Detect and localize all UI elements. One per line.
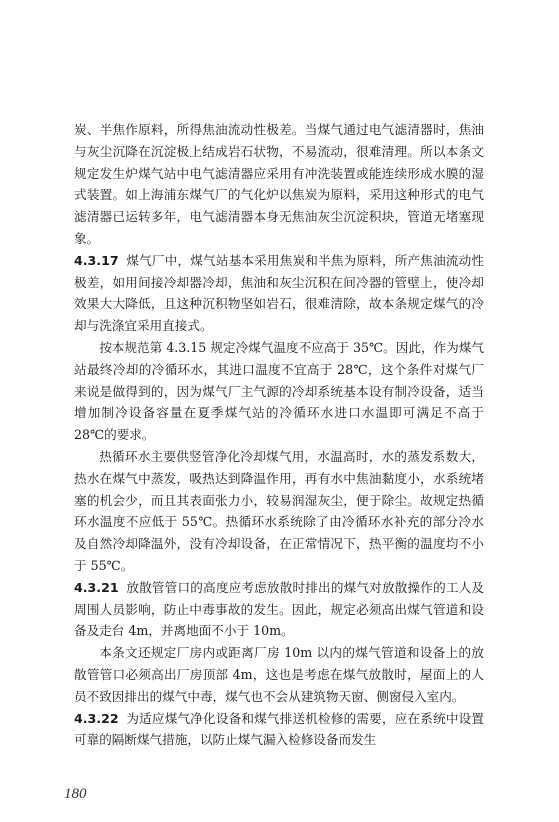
clause-text: 放散管管口的高度应考虑放散时排出的煤气对放散操作的工人及周围人员影响，防止中毒事故的发生。因此，规定必须高出煤气管道和设备及走台 4m，并离地面不小于 10m。 [74, 579, 484, 639]
clause-text: 煤气厂中，煤气站基本采用焦炭和半焦为原料，所产焦油流动性极差，如用间接冷却器冷却，焦油和灰尘沉积在间冷器的管壁上，使冷却效果大大降低，且这种沉积物坚如岩石，很难清除，故本条规定煤气的冷却与洗涤宜采用直接式。 [74, 252, 484, 334]
clause-4-3-17 [74, 250, 484, 337]
page-number: 180 [64, 786, 87, 802]
clause-4-3-21 [74, 577, 484, 642]
clause-4-3-22 [74, 708, 484, 752]
clause-number: 4.3.21 [74, 579, 119, 595]
paragraph-vent-pipe: 本条文还规定厂房内或距离厂房 10m 以内的煤气管道和设备上的放散管管口必须高出厂房顶部 4m，这也是考虑在煤气放散时，屋面上的人员不致因排出的煤气中毒，煤气也不会从建筑物天窗、侧窗侵入室内。 [74, 645, 484, 704]
paragraph-cold-water: 按本规范第 4.3.15 规定冷煤气温度不应高于 35℃。因此，作为煤气站最终冷却的冷循环水，其进口温度不宜高于 28℃，这个条件对煤气厂来说是做得到的，因为煤气厂主气源的冷却系统基本设有制冷设备，适当增加制冷设备容量在夏季煤气站的冷循环水进口水温即可满足不高于 28℃的要求。 [74, 339, 484, 443]
paragraph-continuation: 炭、半焦作原料，所得焦油流动性极差。当煤气通过电气滤清器时，焦油与灰尘沉降在沉淀极上结成岩石状物，不易流动，很难清理。所以本条文规定发生炉煤气站中电气滤清器应采用有冲洗装置或能连续形成水膜的湿式装置。如上海浦东煤气厂的气化炉以焦炭为原料，采用这种形式的电气滤清器已运转多年，电气滤清器本身无焦油灰尘沉淀积块，管道无堵塞现象。 [74, 122, 484, 246]
clause-text: 为适应煤气净化设备和煤气排送机检修的需要，应在系统中设置可靠的隔断煤气措施，以防止煤气漏入检修设备而发生 [74, 710, 484, 748]
clause-number: 4.3.17 [74, 252, 119, 268]
clause-number: 4.3.22 [74, 710, 119, 726]
page-body [74, 119, 484, 751]
paragraph-hot-water: 热循环水主要供竖管净化冷却煤气用，水温高时，水的蒸发系数大，热水在煤气中蒸发，吸热达到降温作用，再有水中焦油黏度小，水系统堵塞的机会少，而且其表面张力小，较易润湿灰尘，便于除尘。故规定热循环水温度不应低于 55℃。热循环水系统除了由冷循环水补充的部分冷水及自然冷却降温外，没有冷却设备，在正常情况下，热平衡的温度均不小于 55℃。 [74, 448, 484, 573]
